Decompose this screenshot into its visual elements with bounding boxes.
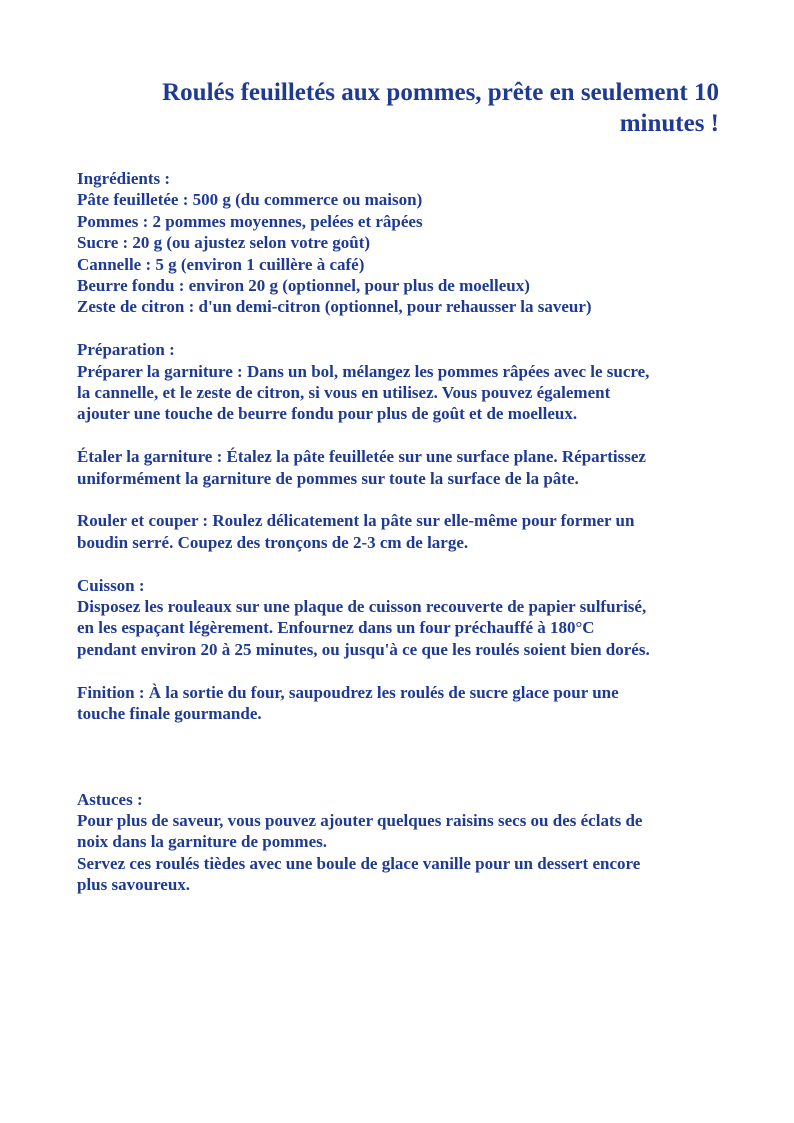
finition-section (77, 682, 717, 725)
ingredient-item: Sucre : 20 g (ou ajustez selon votre goût) (77, 233, 371, 253)
preparation-heading: Préparation : (77, 340, 175, 360)
preparation-step-line: Rouler et couper : Roulez délicatement la pâte sur elle-même pour former un (77, 511, 635, 531)
page-title (77, 77, 719, 139)
preparation-step-line: Étaler la garniture : Étalez la pâte feuilletée sur une surface plane. Répartissez (77, 447, 646, 467)
paragraph-gap (77, 318, 717, 339)
preparation-step-line: ajouter une touche de beurre fondu pour plus de goût et de moelleux. (77, 404, 578, 424)
cuisson-line: en les espaçant légèrement. Enfournez dans un four préchauffé à 180°C (77, 618, 595, 638)
ingredient-item: Cannelle : 5 g (environ 1 cuillère à café) (77, 254, 365, 274)
paragraph-gap (77, 489, 717, 510)
paragraph-gap (77, 660, 717, 681)
recipe-body (77, 168, 717, 896)
cuisson-line: Disposez les rouleaux sur une plaque de cuisson recouverte de papier sulfurisé, (77, 597, 647, 617)
astuce-line: noix dans la garniture de pommes. (77, 832, 327, 852)
title-line: Roulés feuilletés aux pommes, prête en seulement 10 (162, 79, 719, 106)
astuces-heading: Astuces : (77, 789, 143, 809)
ingredient-item: Pâte feuilletée : 500 g (du commerce ou maison) (77, 190, 423, 210)
ingredient-item: Zeste de citron : d'un demi-citron (optionnel, pour rehausser la saveur) (77, 297, 592, 317)
paragraph-gap (77, 724, 717, 788)
cuisson-section (77, 575, 717, 661)
astuce-line: plus savoureux. (77, 875, 191, 895)
title-line: minutes ! (619, 110, 719, 137)
preparation-step-line: la cannelle, et le zeste de citron, si vous en utilisez. Vous pouvez également (77, 383, 611, 403)
finition-line: Finition : À la sortie du four, saupoudrez les roulés de sucre glace pour une (77, 682, 619, 702)
cuisson-heading: Cuisson : (77, 575, 145, 595)
ingredients-section (77, 168, 717, 318)
ingredients-heading: Ingrédients : (77, 169, 171, 188)
preparation-step-line: uniformément la garniture de pommes sur toute la surface de la pâte. (77, 468, 579, 488)
finition-line: touche finale gourmande. (77, 704, 262, 724)
paragraph-gap (77, 553, 717, 574)
preparation-step-line: boudin serré. Coupez des tronçons de 2-3 cm de large. (77, 532, 469, 552)
ingredient-item: Pommes : 2 pommes moyennes, pelées et râpées (77, 211, 423, 231)
preparation-section (77, 339, 717, 553)
astuces-section (77, 789, 717, 896)
astuce-line: Servez ces roulés tièdes avec une boule de glace vanille pour un dessert encore (77, 853, 641, 873)
astuce-line: Pour plus de saveur, vous pouvez ajouter quelques raisins secs ou des éclats de (77, 811, 643, 831)
preparation-step-line: Préparer la garniture : Dans un bol, mélangez les pommes râpées avec le sucre, (77, 361, 650, 381)
ingredient-item: Beurre fondu : environ 20 g (optionnel, pour plus de moelleux) (77, 276, 530, 296)
cuisson-line: pendant environ 20 à 25 minutes, ou jusqu'à ce que les roulés soient bien dorés. (77, 639, 650, 659)
paragraph-gap (77, 425, 717, 446)
